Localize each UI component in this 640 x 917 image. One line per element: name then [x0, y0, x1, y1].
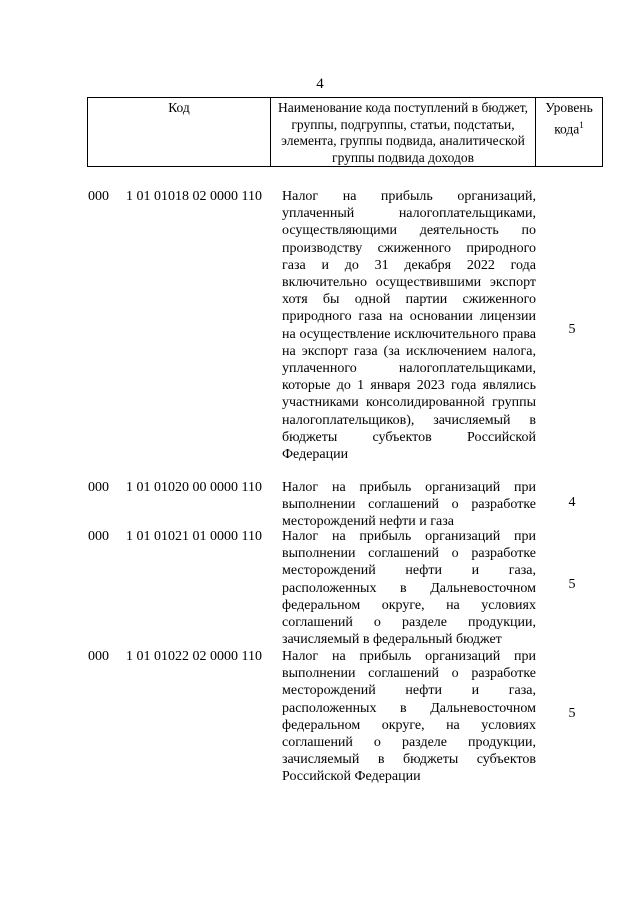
table-header: [87, 97, 603, 167]
row-level: 4: [568, 495, 576, 510]
row-name: Налог на прибыль организаций при выполнении соглашений о разработке месторождений нефти и газа: [282, 480, 536, 530]
row-level: 5: [568, 706, 576, 721]
row-prefix: 000: [88, 649, 109, 664]
page-number: 4: [316, 76, 324, 92]
row-level: 5: [568, 577, 576, 592]
row-prefix: 000: [88, 529, 109, 544]
row-level: 5: [568, 322, 576, 337]
row-name: Налог на прибыль организаций при выполнении соглашений о разработке месторождений нефти и газа, расположенных в Дальневосточном федеральном округе, на условиях соглашений о разделе продукции, зачисляемый в бюджеты субъектов Российской Федерации: [282, 649, 536, 785]
row-code: 1 01 01018 02 0000 110: [126, 189, 262, 204]
row-prefix: 000: [88, 189, 109, 204]
header-code: Код: [88, 98, 271, 167]
header-level: [536, 98, 603, 167]
row-code: 1 01 01022 02 0000 110: [126, 649, 262, 664]
header-level-label: Уровень кода: [545, 100, 593, 136]
header-level-footnote: 1: [579, 119, 584, 130]
row-name: Налог на прибыль организаций, уплаченный налогоплательщиками, осуществляющими деятельность по производству сжиженного природного газа и до 31 декабря 2022 года включительно осуществившими экспорт хотя бы одной партии сжиженного природного газа на основании лицензии на осуществление исключительного права на экспорт газа (за исключением налога, уплаченного налогоплательщиками, которые до 1 января 2023 года являлись участниками консолидированной группы налогоплательщиков), зачисляемый в бюджеты субъектов Российской Федерации: [282, 189, 536, 463]
header-name: Наименование кода поступлений в бюджет, группы, подгруппы, статьи, подстатьи, элемента, группы подвида, аналитической группы подвида доходов: [271, 98, 536, 167]
row-name: Налог на прибыль организаций при выполнении соглашений о разработке месторождений нефти и газа, расположенных в Дальневосточном федеральном округе, на условиях соглашений о разделе продукции, зачисляемый в федеральный бюджет: [282, 529, 536, 648]
row-code: 1 01 01020 00 0000 110: [126, 480, 262, 495]
row-code: 1 01 01021 01 0000 110: [126, 529, 262, 544]
row-prefix: 000: [88, 480, 109, 495]
